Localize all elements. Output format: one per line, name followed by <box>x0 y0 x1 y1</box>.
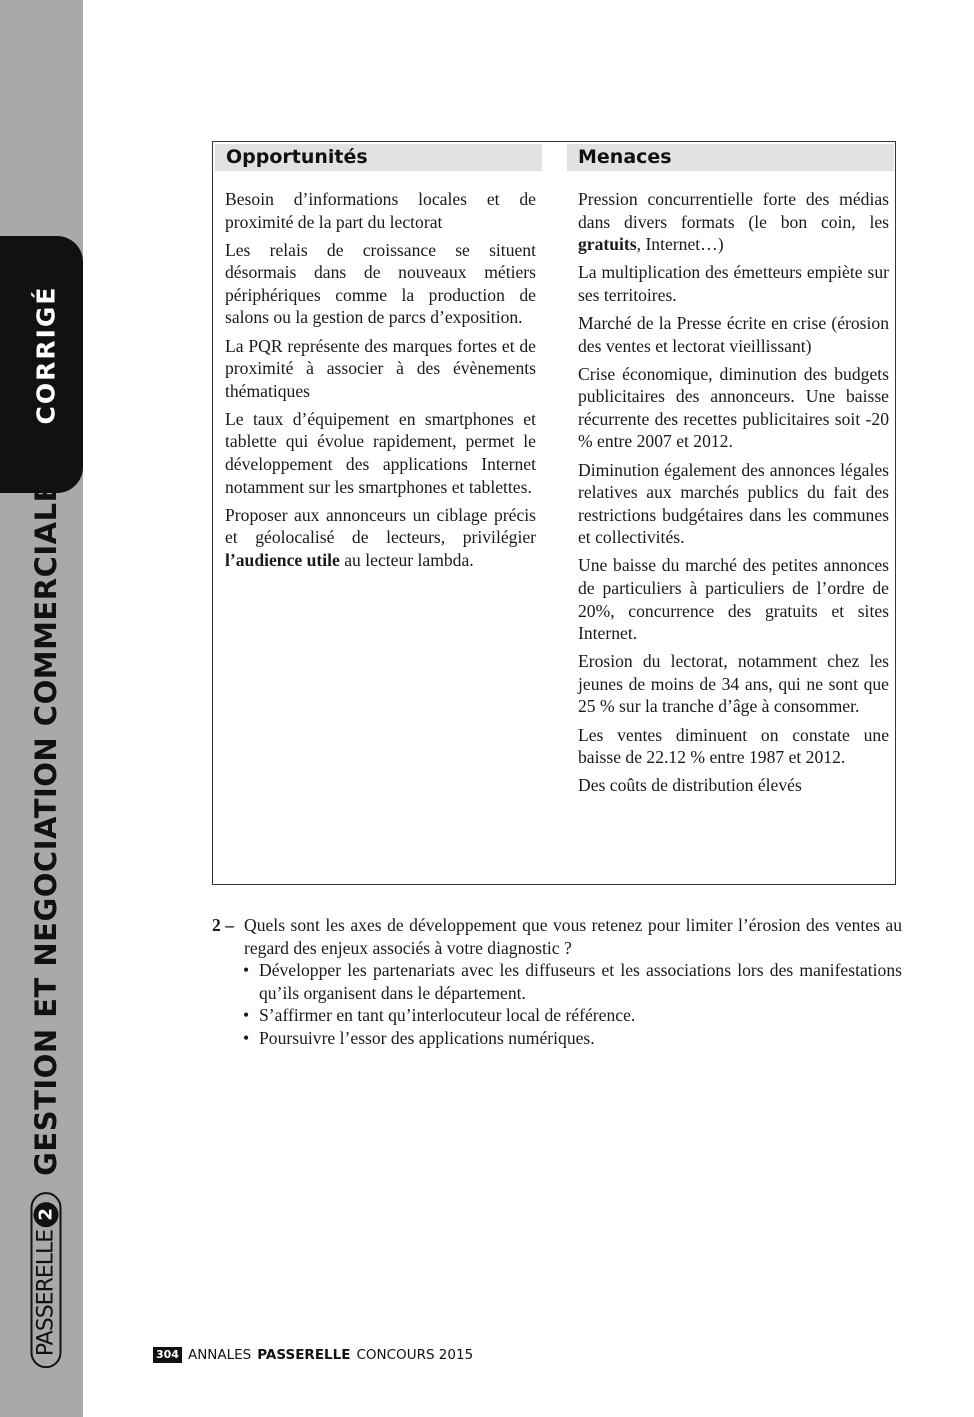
opportunite-item: Besoin d’informations locales et de proximité de la part du lectorat <box>225 189 536 232</box>
question-text: Quels sont les axes de développement que vous retenez pour limiter l’érosion des ventes au regard des enjeux associés à votre diagnostic ? <box>244 915 902 958</box>
answer-text: S’affirmer en tant qu’interlocuteur local de référence. <box>259 1005 636 1026</box>
answer-item <box>243 1027 902 1050</box>
menace-text: , Internet…) <box>636 234 724 255</box>
logo-word: PASSERELLE <box>33 1229 59 1357</box>
answer-list <box>243 959 902 1049</box>
menace-text: Pression concurrentielle forte des médias dans divers formats (le bon coin, les <box>578 189 889 232</box>
menace-item: La multiplication des émetteurs empiète sur ses territoires. <box>578 262 889 305</box>
opportunite-item <box>225 504 536 572</box>
answer-text: Développer les partenariats avec les diffuseurs et les associations lors des manifestations qu’ils organisent dans le département. <box>259 960 902 1003</box>
question-number: 2 – <box>212 915 234 935</box>
answer-item <box>243 959 902 1004</box>
opportunite-item: La PQR représente des marques fortes et de proximité à associer à des évènements thématiques <box>225 335 536 401</box>
bullet-icon: • <box>243 1027 250 1048</box>
menace-item: Les ventes diminuent on constate une baisse de 22.12 % entre 1987 et 2012. <box>578 724 889 768</box>
menace-item: Erosion du lectorat, notamment chez les jeunes de moins de 34 ans, qui ne sont que 25 % sur la tranche d’âge à consommer. <box>578 651 889 717</box>
menaces-column <box>578 188 889 802</box>
menaces-header: Menaces <box>567 144 894 171</box>
opportunite-item: Le taux d’équipement en smartphones et tablette qui évolue rapidement, permet le développement des applications Internet notamment sur les smartphones et tablettes. <box>225 408 536 497</box>
menace-emphasis: gratuits <box>578 234 637 255</box>
opportunite-text: au lecteur lambda. <box>339 549 474 570</box>
passerelle-logo <box>31 1192 62 1368</box>
footer-annales: ANNALES <box>187 1346 252 1363</box>
opportunites-column <box>225 188 536 577</box>
menace-item: Des coûts de distribution élevés <box>578 775 802 796</box>
section-title: GESTION ET NEGOCIATION COMMERCIALE <box>29 482 63 1176</box>
menace-item: Une baisse du marché des petites annonces de particuliers à particuliers de l’ordre de 20%, concurrence des gratuits et sites Internet. <box>578 555 889 644</box>
opportunite-emphasis: l’audience utile <box>225 549 340 570</box>
bullet-icon: • <box>243 960 250 981</box>
page-footer <box>153 1346 473 1363</box>
opportunites-header: Opportunités <box>215 144 542 171</box>
page-number: 304 <box>153 1347 182 1363</box>
opportunite-text: Proposer aux annonceurs un ciblage précis et géolocalisé de lecteurs, privilégier <box>225 504 536 548</box>
menace-item: Crise économique, diminution des budgets publicitaires des annonceurs. Une baisse récurrente des recettes publicitaires soit -20 % entre 2007 et 2012. <box>578 363 889 452</box>
menace-item: Marché de la Presse écrite en crise (érosion des ventes et lectorat vieillissant) <box>578 312 889 356</box>
footer-concours: CONCOURS 2015 <box>356 1346 474 1363</box>
swot-table <box>212 141 896 885</box>
bullet-icon: • <box>243 1005 250 1026</box>
corrige-label: CORRIGÉ <box>31 285 61 425</box>
answer-item <box>243 1004 902 1027</box>
menace-item: Diminution également des annonces légales relatives aux marchés publics du fait des restrictions budgétaires dans les communes et collectivités. <box>578 459 889 548</box>
footer-passerelle: PASSERELLE <box>257 1346 351 1363</box>
question-block <box>212 914 902 1050</box>
logo-number: 2 <box>34 1202 59 1227</box>
opportunite-item: Les relais de croissance se situent désormais dans de nouveaux métiers périphériques comme la production de salons ou la gestion de parcs d’exposition. <box>225 239 536 328</box>
answer-text: Poursuivre l’essor des applications numériques. <box>259 1027 595 1048</box>
menace-item <box>578 188 889 256</box>
